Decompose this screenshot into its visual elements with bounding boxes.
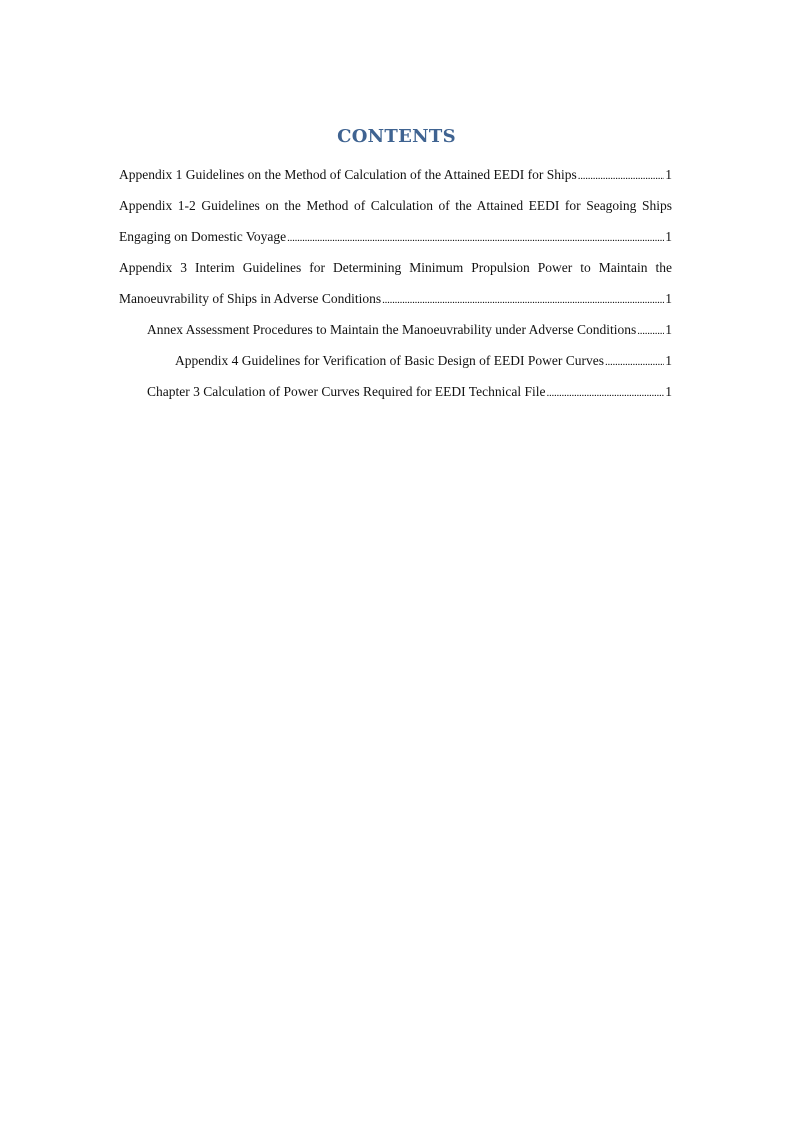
toc-entry-annex[interactable] [119, 319, 672, 350]
toc-entry-title: Annex Assessment Procedures to Maintain the Manoeuvrability under Adverse Conditions [147, 322, 637, 337]
contents-heading: CONTENTS [337, 126, 456, 147]
toc-page-number: 1 [665, 229, 672, 244]
table-of-contents [119, 164, 672, 412]
toc-page-number: 1 [665, 384, 672, 399]
dot-leader [637, 320, 664, 342]
toc-entry-appendix-3-line1[interactable]: Appendix 3 Interim Guidelines for Determining Minimum Propulsion Power to Maintain the [119, 260, 672, 275]
toc-entry-title: Appendix 4 Guidelines for Verification of Basic Design of EEDI Power Curves [175, 353, 605, 368]
dot-leader [605, 351, 664, 373]
dot-leader [578, 165, 664, 187]
toc-entry-appendix-3-line2[interactable] [119, 288, 672, 319]
toc-page-number: 1 [665, 353, 672, 368]
toc-entry-appendix-1-2-line1[interactable]: Appendix 1-2 Guidelines on the Method of Calculation of the Attained EEDI for Seagoing Ships [119, 198, 672, 213]
dot-leader [287, 227, 664, 249]
toc-entry-chapter-3[interactable] [119, 381, 672, 412]
toc-entry-appendix-1-2-line2[interactable] [119, 226, 672, 257]
dot-leader [382, 289, 664, 311]
toc-entry-appendix-1[interactable] [119, 164, 672, 195]
toc-entry-title: Chapter 3 Calculation of Power Curves Required for EEDI Technical File [147, 384, 546, 399]
toc-page-number: 1 [665, 291, 672, 306]
toc-entry-title: Engaging on Domestic Voyage [119, 229, 287, 244]
toc-entry-appendix-4[interactable] [119, 350, 672, 381]
toc-page-number: 1 [665, 322, 672, 337]
toc-entry-title: Manoeuvrability of Ships in Adverse Conditions [119, 291, 382, 306]
toc-entry-title: Appendix 1 Guidelines on the Method of Calculation of the Attained EEDI for Ships [119, 167, 577, 182]
toc-page-number: 1 [665, 167, 672, 182]
dot-leader [546, 382, 664, 404]
